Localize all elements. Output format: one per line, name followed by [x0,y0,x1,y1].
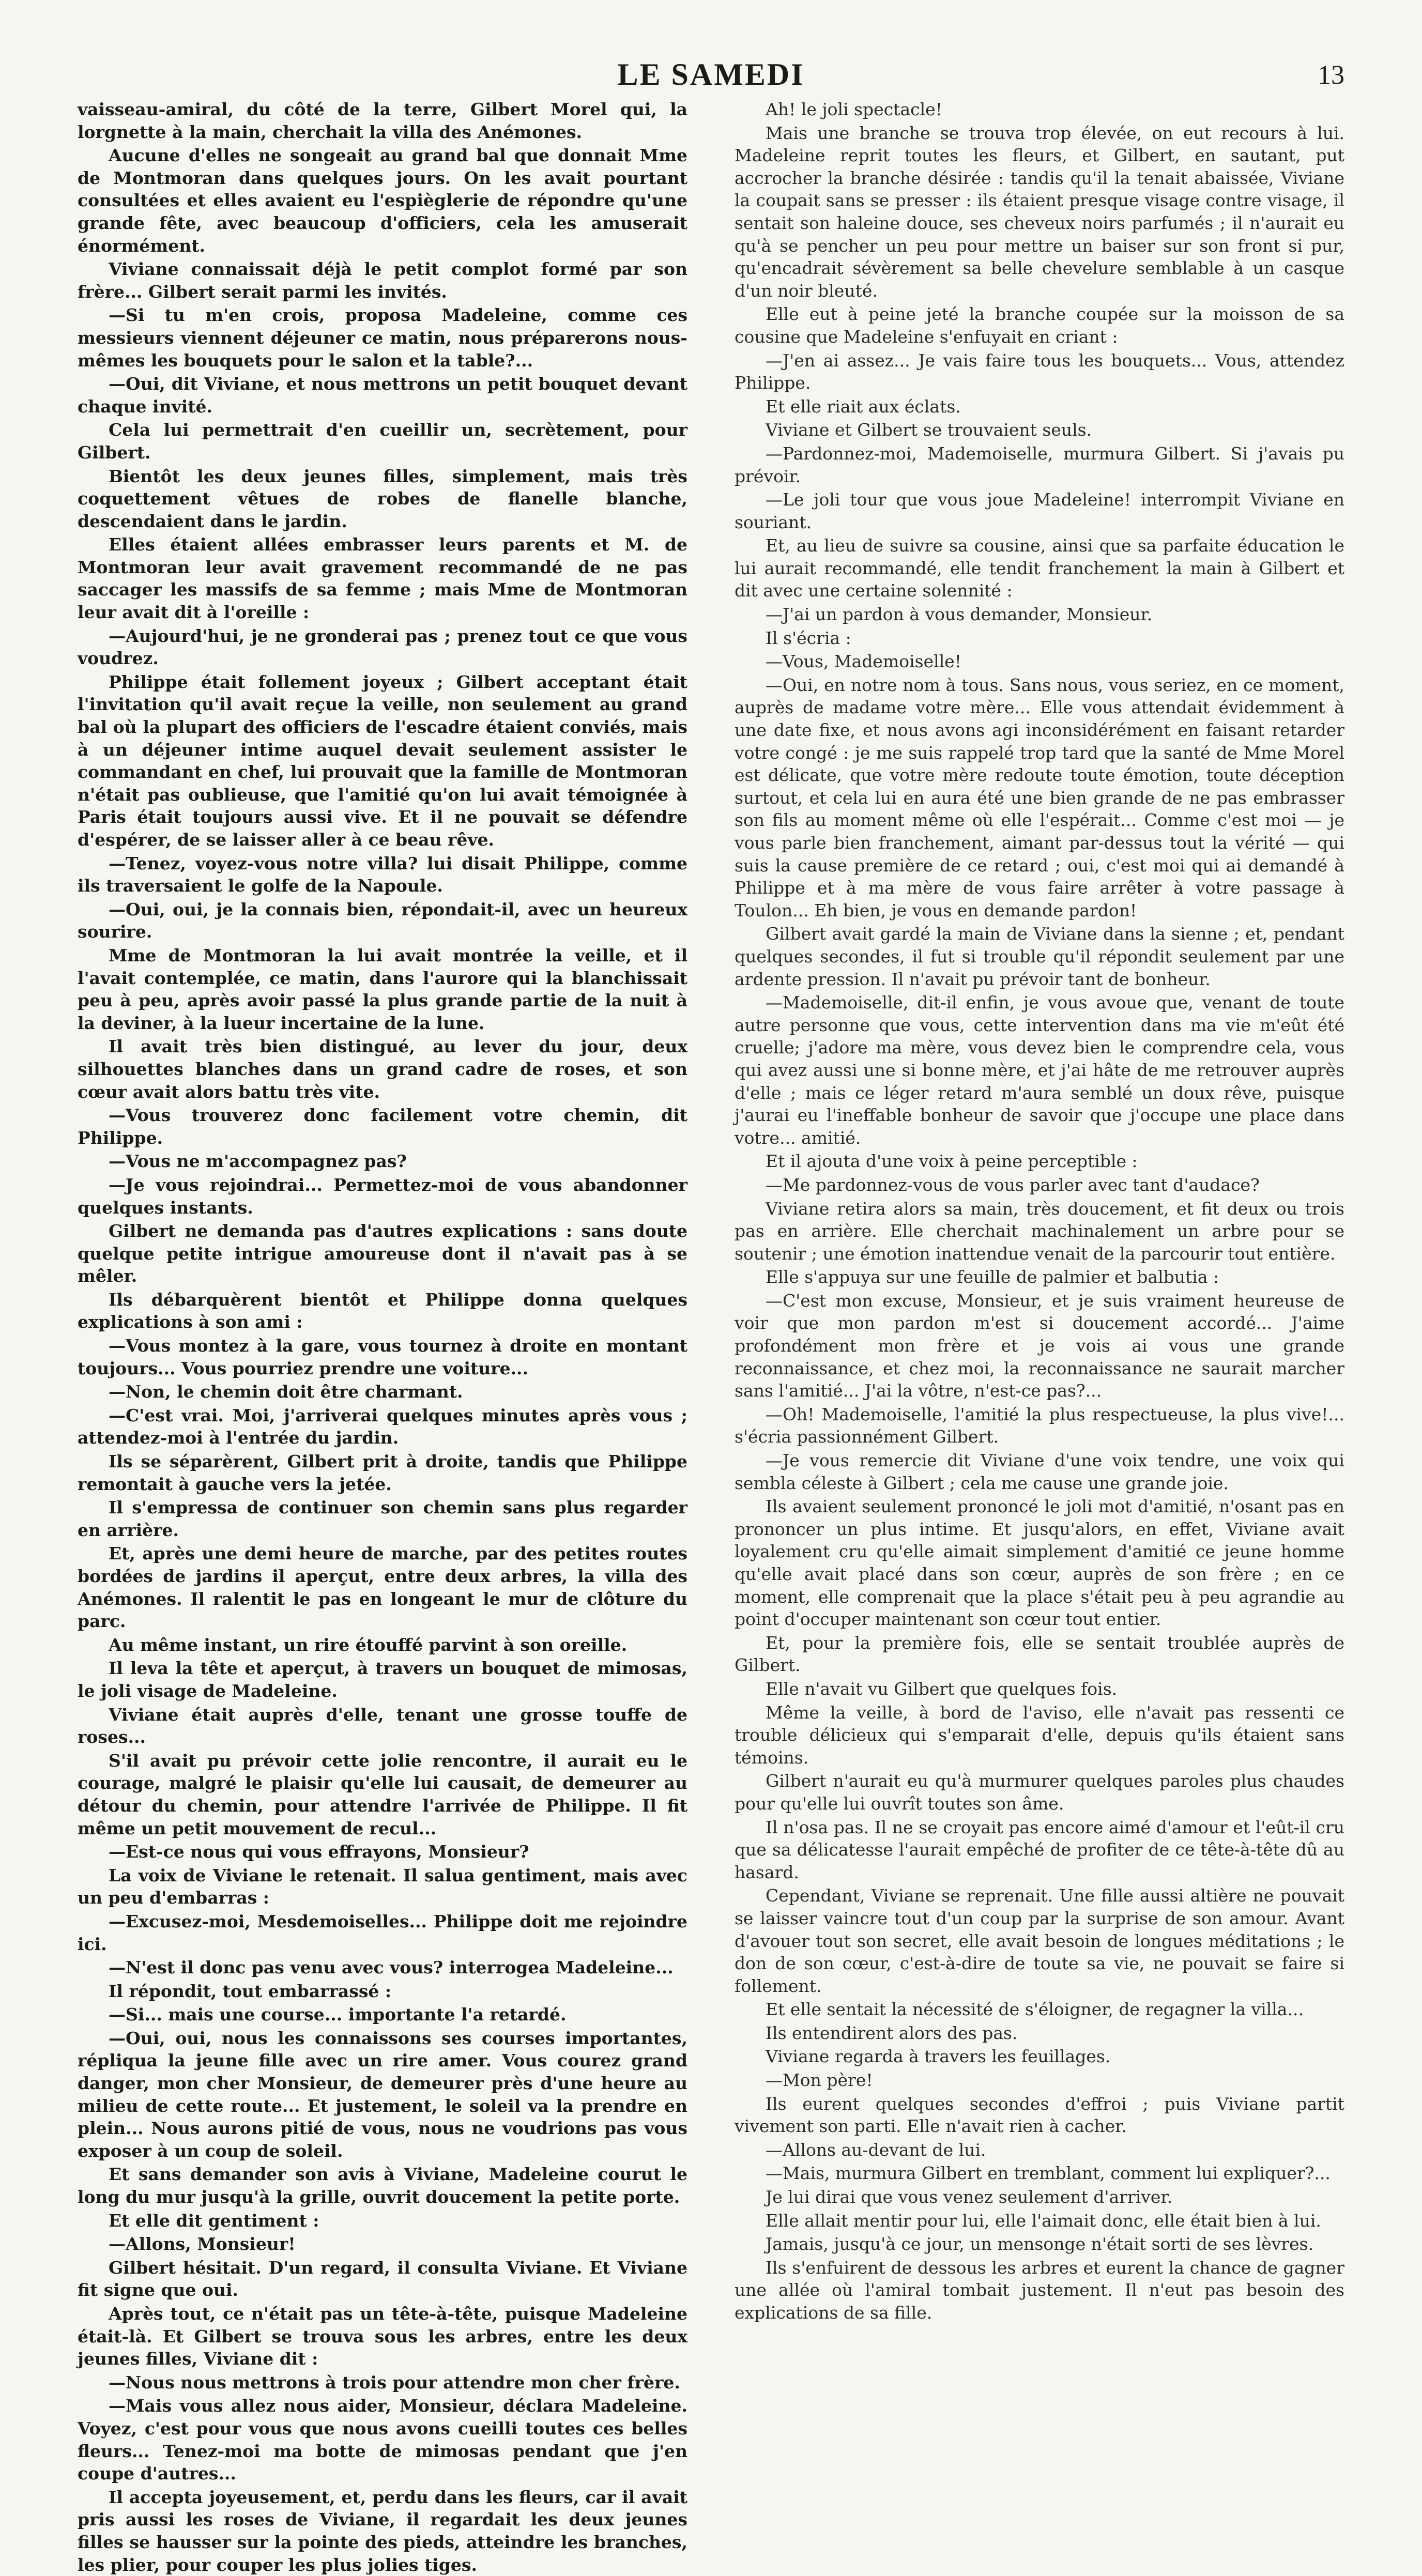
paragraph: Ils se séparèrent, Gilbert prit à droite, tandis que Philippe remontait à gauche vers la jetée. [78,1451,687,1494]
paragraph: Cependant, Viviane se reprenait. Une fille aussi altière ne pouvait se laisser vaincre tout d'un coup par la surprise de son amour. Avant d'avouer tout son secret, elle avait besoin de longues méditations ; le don de son cœur, c'est-à-dire de toute sa vie, ne pouvait se faire si follement. [735,1885,1344,1996]
paragraph: —Vous trouverez donc facilement votre chemin, dit Philippe. [78,1105,687,1148]
paragraph: vaisseau-amiral, du côté de la terre, Gilbert Morel qui, la lorgnette à la main, cherchait la villa des Anémones. [78,99,687,142]
paragraph: —Oui, en notre nom à tous. Sans nous, vous seriez, en ce moment, auprès de madame votre mère... Elle vous attendait évidemment à une date fixe, et nous avons agi inconsidérément en faisant retarder votre congé : je me suis rappelé trop tard que la santé de Mme Morel est délicate, que votre mère redoute toute émotion, toute déception surtout, et cela lui en aura été une bien grande de ne pas embrasser son fils au moment même où elle l'espérait... Comme c'est moi — je vous parle bien franchement, aimant par-dessus tout la vérité — qui suis la cause première de ce retard ; oui, c'est moi qui ai demandé à Philippe et à ma mère de vous faire arrêter à votre passage à Toulon... Eh bien, je vous en demande pardon! [735,674,1344,921]
paragraph: —Aujourd'hui, je ne gronderai pas ; prenez tout ce que vous voudrez. [78,625,687,669]
paragraph: —Je vous rejoindrai... Permettez-moi de vous abandonner quelques instants. [78,1174,687,1218]
paragraph: Gilbert n'aurait eu qu'à murmurer quelques paroles plus chaudes pour qu'elle lui ouvrît toutes son âme. [735,1771,1344,1814]
paragraph: Et, après une demi heure de marche, par des petites routes bordées de jardins il aperçut, entre deux arbres, la villa des Anémones. Il ralentit le pas en longeant le mur de clôture du parc. [78,1543,687,1632]
paragraph: Ils avaient seulement prononcé le joli mot d'amitié, n'osant pas en prononcer un plus intime. Et jusqu'alors, en effet, Viviane avait loyalement cru qu'elle aimait simplement d'amitié ce jeune homme qu'elle avait placé dans son cœur, auprès de son frère ; en ce moment, elle comprenait que la place s'était peu à peu agrandie au point d'occuper maintenant son cœur tout entier. [735,1496,1344,1630]
paragraph: Il s'empressa de continuer son chemin sans plus regarder en arrière. [78,1497,687,1540]
paragraph: Et elle sentait la nécessité de s'éloigner, de regagner la villa... [766,1999,1304,2020]
paragraph: —Allons, Monsieur! [109,2234,296,2255]
paragraph: Gilbert ne demanda pas d'autres explications : sans doute quelque petite intrigue amoureuse dont il n'avait pas à se mêler. [78,1221,687,1286]
paragraph: Ah! le joli spectacle! [766,99,942,119]
paragraph: —Nous nous mettrons à trois pour attendre mon cher frère. [109,2372,680,2393]
paragraph: Il s'écria : [766,627,851,648]
paragraph: —Vous ne m'accompagnez pas? [109,1151,407,1172]
paragraph: —C'est mon excuse, Monsieur, et je suis vraiment heureuse de voir que mon pardon m'est si doucement accordé... J'aime profondément mon frère et je vois ai vous une grande reconnaissance, et chez moi, la reconnaissance ne saurait marcher sans l'amitié... J'ai la vôtre, n'est-ce pas?... [735,1290,1344,1401]
paragraph: Viviane connaissait déjà le petit complot formé par son frère... Gilbert serait parmi les invités. [78,259,687,302]
paragraph: Il leva la tête et aperçut, à travers un bouquet de mimosas, le joli visage de Madeleine. [78,1658,687,1701]
paragraph: Ils débarquèrent bientôt et Philippe donna quelques explications à son ami : [78,1289,687,1332]
paragraph: —Si tu m'en crois, proposa Madeleine, comme ces messieurs viennent déjeuner ce matin, nous préparerons nous-mêmes les bouquets pour le salon et la table?... [78,305,687,371]
paragraph: Viviane regarda à travers les feuillages. [766,2046,1111,2067]
paragraph: Il accepta joyeusement, et, perdu dans les fleurs, car il avait pris aussi les roses de Viviane, il regardait les deux jeunes filles se hausser sur la pointe des pieds, atteindre les branches, les plier, pour couper les plus jolies tiges. [78,2487,687,2575]
paragraph: —Allons au-devant de lui. [766,2139,986,2160]
paragraph: Cela lui permettrait d'en cueillir un, secrètement, pour Gilbert. [78,420,687,463]
paragraph: —Si... mais une course... importante l'a retardé. [109,2004,567,2025]
paragraph: Au même instant, un rire étouffé parvint à son oreille. [109,1634,628,1655]
paragraph: —J'en ai assez... Je vais faire tous les bouquets... Vous, attendez Philippe. [735,350,1344,393]
paragraph: Elle s'appuya sur une feuille de palmier et balbutia : [766,1267,1219,1287]
paragraph: Aucune d'elles ne songeait au grand bal que donnait Mme de Montmoran dans quelques jours. On les avait pourtant consultées et elles avaient eu l'espièglerie de répondre qu'une grande fête, avec beaucoup d'officiers, cela les amuserait énormément. [78,145,687,256]
paragraph: Et sans demander son avis à Viviane, Madeleine courut le long du mur jusqu'à la grille, ouvrit doucement la petite porte. [78,2164,687,2207]
paragraph: Et, au lieu de suivre sa cousine, ainsi que sa parfaite éducation le lui aurait recommandé, elle tendit franchement la main à Gilbert et dit avec une certaine solennité : [735,535,1344,601]
paragraph: La voix de Viviane le retenait. Il salua gentiment, mais avec un peu d'embarras : [78,1865,687,1908]
paragraph: —Mais, murmura Gilbert en tremblant, comment lui expliquer?... [766,2163,1331,2184]
paragraph: Philippe était follement joyeux ; Gilbert acceptant était l'invitation qu'il avait reçue la veille, non seulement au grand bal où la plupart des officiers de l'escadre étaient conviés, mais à un déjeuner intime auquel devait seulement assister le commandant en chef, lui prouvait que la famille de Montmoran n'était pas oublieuse, que l'amitié qu'on lui avait témoignée à Paris était toujours aussi vive. Et il ne pouvait se défendre d'espérer, de se laisser aller à ce beau rêve. [78,671,687,850]
paragraph: —Oui, oui, nous les connaissons ses courses importantes, répliqua la jeune fille avec un rire amer. Vous courez grand danger, mon cher Monsieur, de demeurer près d'une heure au milieu de cette route... Et justement, le soleil va la prendre en plein... Nous aurons pitié de vous, nous ne voudrions pas vous exposer à un coup de soleil. [78,2028,687,2161]
paragraph: —C'est vrai. Moi, j'arriverai quelques minutes après vous ; attendez-moi à l'entrée du jardin. [78,1405,687,1448]
paragraph: —Je vous remercie dit Viviane d'une voix tendre, une voix qui sembla céleste à Gilbert ; cela me cause une grande joie. [735,1450,1344,1493]
paragraph: Il avait très bien distingué, au lever du jour, deux silhouettes blanches dans un grand cadre de roses, et son cœur avait alors battu très vite. [78,1036,687,1102]
left-column [78,98,687,2575]
paragraph: Elles étaient allées embrasser leurs parents et M. de Montmoran leur avait gravement recommandé de ne pas saccager les massifs de sa femme ; mais Mme de Montmoran leur avait dit à l'oreille : [78,534,687,623]
paragraph: —Vous montez à la gare, vous tournez à droite en montant toujours... Vous pourriez prendre une voiture... [78,1336,687,1378]
paragraph: Ils entendirent alors des pas. [766,2022,1018,2043]
paragraph: Et elle dit gentiment : [109,2210,319,2231]
paragraph: Gilbert hésitait. D'un regard, il consulta Viviane. Et Viviane fit signe que oui. [78,2257,687,2301]
paragraph: Mme de Montmoran la lui avait montrée la veille, et il l'avait contemplée, ce matin, dans l'aurore qui la blanchissait peu à peu, après avoir passé la plus grande partie de la nuit à la deviner, à la lueur incertaine de la lune. [78,945,687,1033]
paragraph: —Mademoiselle, dit-il enfin, je vous avoue que, venant de toute autre personne que vous, cette intervention dans ma vie m'eût été cruelle; j'adore ma mère, vous devez bien le comprendre cela, vous qui avez aussi une si bonne mère, et j'ai hâte de me retrouver auprès d'elle ; mais ce léger retard m'aura semblé un doux rêve, puisque j'aurai eu l'ineffable bonheur de savoir que j'occupe une place dans votre... amitié. [735,992,1344,1148]
paragraph: Il répondit, tout embarrassé : [109,1981,392,2001]
paragraph: —Le joli tour que vous joue Madeleine! interrompit Viviane en souriant. [735,489,1344,532]
paragraph: —N'est il donc pas venu avec vous? interrogea Madeleine... [109,1957,674,1978]
paragraph: —Me pardonnez-vous de vous parler avec tant d'audace? [766,1174,1260,1195]
paragraph: Et, pour la première fois, elle se sentait troublée auprès de Gilbert. [735,1632,1344,1676]
paragraph: —Oh! Mademoiselle, l'amitié la plus respectueuse, la plus vive!... s'écria passionnément Gilbert. [735,1404,1344,1447]
paragraph: —Non, le chemin doit être charmant. [109,1382,463,1402]
paragraph: Ils s'enfuirent de dessous les arbres et eurent la chance de gagner une allée où l'amiral tombait justement. Il n'eut pas besoin des explications de sa fille. [735,2257,1344,2323]
paragraph: —Oui, oui, je la connais bien, répondait-il, avec un heureux sourire. [78,899,687,942]
paragraph: Viviane était auprès d'elle, tenant une grosse touffe de roses... [78,1704,687,1747]
paragraph: Bientôt les deux jeunes filles, simplement, mais très coquettement vêtues de robes de flanelle blanche, descendaient dans le jardin. [78,466,687,531]
paragraph: Je lui dirai que vous venez seulement d'arriver. [766,2187,1173,2207]
paragraph: Mais une branche se trouva trop élevée, on eut recours à lui. Madeleine reprit toutes les fleurs, et Gilbert, en sautant, put accrocher la branche désirée : tandis qu'il la tenait abaissée, Viviane la coupait sans se presser : ils étaient presque visage contre visage, il sentait son haleine douce, ses cheveux noirs parfumés ; il n'aurait eu qu'à se pencher un peu pour mettre un baiser sur son front si pur, qu'encadrait sévèrement sa belle chevelure semblable à un casque d'un noir bleuté. [735,122,1344,301]
paragraph: —Mon père! [766,2070,873,2091]
text-columns [78,98,1344,2575]
paragraph: Elle n'avait vu Gilbert que quelques fois. [766,1678,1118,1699]
paragraph: Elle eut à peine jeté la branche coupée sur la moisson de sa cousine que Madeleine s'enfuyait en criant : [735,304,1344,347]
paragraph: —J'ai un pardon à vous demander, Monsieur. [766,604,1153,625]
paragraph: Jamais, jusqu'à ce jour, un mensonge n'était sorti de ses lèvres. [766,2234,1314,2255]
paragraph: —Tenez, voyez-vous notre villa? lui disait Philippe, comme ils traversaient le golfe de la Napoule. [78,853,687,896]
paragraph: Après tout, ce n'était pas un tête-à-tête, puisque Madeleine était-là. Et Gilbert se trouva sous les arbres, entre les deux jeunes filles, Viviane dit : [78,2304,687,2369]
paragraph: Elle allait mentir pour lui, elle l'aimait donc, elle était bien à lui. [766,2210,1321,2231]
right-column [735,98,1344,2323]
paragraph: Même la veille, à bord de l'aviso, elle n'avait pas ressenti ce trouble délicieux qui s'emparait d'elle, depuis qu'ils étaient sans témoins. [735,1702,1344,1768]
paragraph: —Pardonnez-moi, Mademoiselle, murmura Gilbert. Si j'avais pu prévoir. [735,443,1344,486]
page-number: 13 [1318,60,1344,90]
paragraph: —Mais vous allez nous aider, Monsieur, déclara Madeleine. Voyez, c'est pour vous que nous avons cueilli toutes ces belles fleurs... Tenez-moi ma botte de mimosas pendant que j'en coupe d'autres... [78,2396,687,2484]
paragraph: Viviane et Gilbert se trouvaient seuls. [766,420,1092,440]
paragraph: —Oui, dit Viviane, et nous mettrons un petit bouquet devant chaque invité. [78,374,687,417]
paragraph: Il n'osa pas. Il ne se croyait pas encore aimé d'amour et l'eût-il cru que sa délicatesse l'aurait empêché de profiter de ce tête-à-tête dû au hasard. [735,1817,1344,1882]
publication-title: LE SAMEDI [617,57,805,91]
paragraph: —Vous, Mademoiselle! [766,651,962,672]
paragraph: Ils eurent quelques secondes d'effroi ; puis Viviane partit vivement son parti. Elle n'avait rien à cacher. [735,2093,1344,2137]
paragraph: S'il avait pu prévoir cette jolie rencontre, il aurait eu le courage, malgré le plaisir qu'elle lui causait, de demeurer au détour du chemin, pour attendre l'arrivée de Philippe. Il fit même un petit mouvement de recul... [78,1750,687,1838]
paragraph: Et il ajouta d'une voix à peine perceptible : [766,1151,1138,1172]
paragraph: Gilbert avait gardé la main de Viviane dans la sienne ; et, pendant quelques secondes, il fut si trouble qu'il répondit seulement par une ardente pression. Il n'avait pu prévoir tant de bonheur. [735,924,1344,989]
paragraph: Et elle riait aux éclats. [766,396,961,417]
paragraph: Viviane retira alors sa main, très doucement, et fit deux ou trois pas en arrière. Elle cherchait machinalement un arbre pour se soutenir ; une émotion inattendue venait de la parcourir tout entière. [735,1198,1344,1264]
paragraph: —Est-ce nous qui vous effrayons, Monsieur? [109,1842,529,1862]
paragraph: —Excusez-moi, Mesdemoiselles... Philippe doit me rejoindre ici. [78,1911,687,1954]
